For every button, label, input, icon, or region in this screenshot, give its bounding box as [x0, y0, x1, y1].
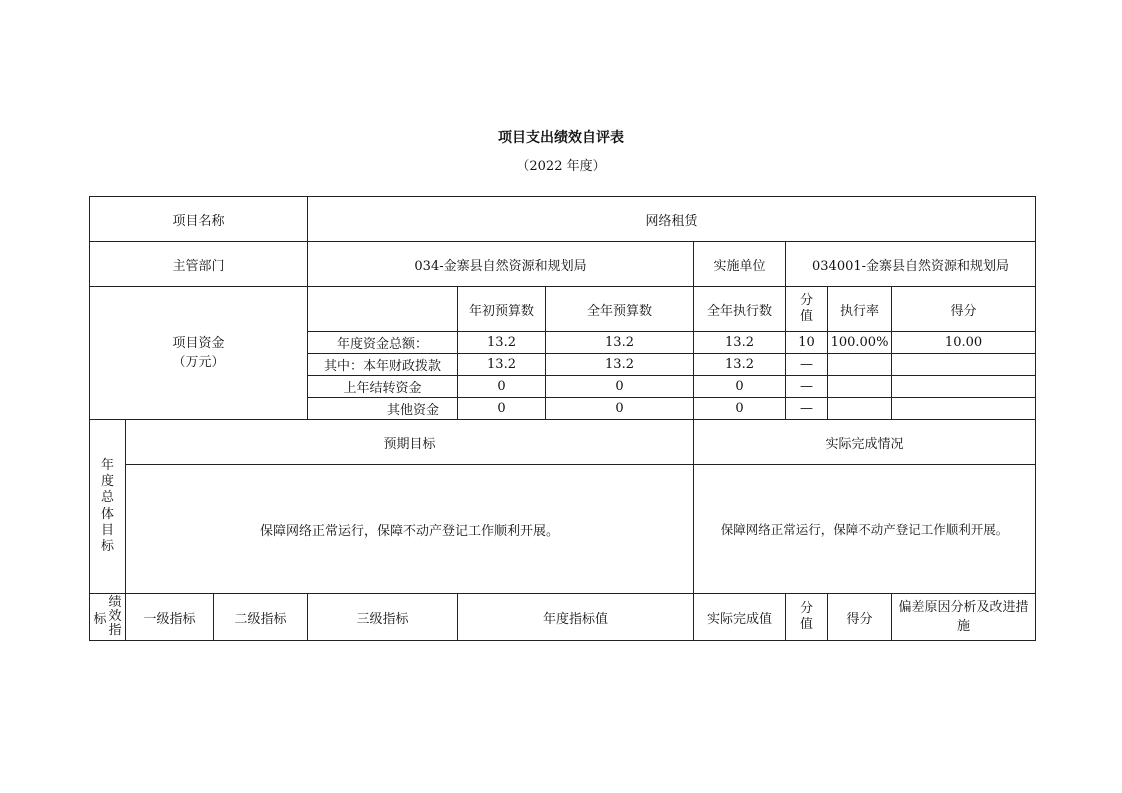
col-score-value: 分值 [786, 287, 828, 332]
funds-row-label: 年度资金总额： [308, 332, 458, 354]
funds-row-initial: 0 [458, 398, 546, 420]
funds-row-rate [828, 398, 892, 420]
col-initial-budget: 年初预算数 [458, 287, 546, 332]
funds-row-executed: 13.2 [694, 354, 786, 376]
funds-row-annual: 13.2 [546, 332, 694, 354]
col-indicator-score-value: 分值 [786, 594, 828, 641]
funds-header-blank [308, 287, 458, 332]
funds-row-annual: 13.2 [546, 354, 694, 376]
col-execution-rate: 执行率 [828, 287, 892, 332]
indicator-side-label-a: 标 [93, 611, 107, 627]
actual-completion-header: 实际完成情况 [694, 420, 1036, 465]
funds-row-label: 其他资金 [308, 398, 458, 420]
funds-row-score [892, 376, 1036, 398]
goals-content-row [90, 465, 1036, 594]
funds-row-annual: 0 [546, 376, 694, 398]
performance-indicator-side-label [90, 594, 126, 641]
col-level3-indicator: 三级指标 [308, 594, 458, 641]
funds-row-rate [828, 354, 892, 376]
annual-goal-side-label: 年度总体目标 [90, 420, 126, 594]
self-evaluation-table [89, 196, 1036, 641]
indicators-header-row [90, 594, 1036, 641]
funds-row-score: 10.00 [892, 332, 1036, 354]
col-actual-value: 实际完成值 [694, 594, 786, 641]
funds-row-executed: 0 [694, 376, 786, 398]
funds-row-initial: 13.2 [458, 354, 546, 376]
funds-row-rate: 100.00% [828, 332, 892, 354]
col-annual-budget: 全年预算数 [546, 287, 694, 332]
funds-row-initial: 13.2 [458, 332, 546, 354]
funds-row-score-value: — [786, 376, 828, 398]
col-annual-target: 年度指标值 [458, 594, 694, 641]
funds-row-label: 其中：本年财政拨款 [308, 354, 458, 376]
col-deviation-analysis: 偏差原因分析及改进措施 [892, 594, 1036, 641]
funds-row-score [892, 354, 1036, 376]
page-subtitle: （2022 年度） [516, 159, 606, 174]
funds-row-executed: 13.2 [694, 332, 786, 354]
funds-row-score-value: 10 [786, 332, 828, 354]
actual-completion-text: 保障网络正常运行，保障不动产登记工作顺利开展。 [694, 465, 1036, 594]
funds-row-initial: 0 [458, 376, 546, 398]
funds-label: 项目资金 [172, 335, 225, 351]
department-row [90, 242, 1036, 287]
funds-row-annual: 0 [546, 398, 694, 420]
implementing-unit-value: 034001-金寨县自然资源和规划局 [786, 242, 1036, 287]
funds-row-rate [828, 376, 892, 398]
indicator-side-label-b: 绩效指 [108, 594, 122, 639]
goals-header-row [90, 420, 1036, 465]
col-indicator-score: 得分 [828, 594, 892, 641]
department-value: 034-金寨县自然资源和规划局 [308, 242, 694, 287]
department-label: 主管部门 [90, 242, 308, 287]
funds-row-score [892, 398, 1036, 420]
page-title: 项目支出绩效自评表 [498, 130, 624, 146]
col-annual-executed: 全年执行数 [694, 287, 786, 332]
funds-label-cell [90, 287, 308, 420]
funds-row-executed: 0 [694, 398, 786, 420]
implementing-unit-label: 实施单位 [694, 242, 786, 287]
project-name-value: 网络租赁 [308, 197, 1036, 242]
expected-goal-header: 预期目标 [126, 420, 694, 465]
funds-row-label: 上年结转资金 [308, 376, 458, 398]
project-name-row [90, 197, 1036, 242]
funds-unit: （万元） [172, 355, 225, 370]
project-name-label: 项目名称 [90, 197, 308, 242]
funds-row-score-value: — [786, 354, 828, 376]
funds-header-row [90, 287, 1036, 332]
funds-row-score-value: — [786, 398, 828, 420]
col-level1-indicator: 一级指标 [126, 594, 214, 641]
col-score: 得分 [892, 287, 1036, 332]
expected-goal-text: 保障网络正常运行，保障不动产登记工作顺利开展。 [126, 465, 694, 594]
col-level2-indicator: 二级指标 [214, 594, 308, 641]
